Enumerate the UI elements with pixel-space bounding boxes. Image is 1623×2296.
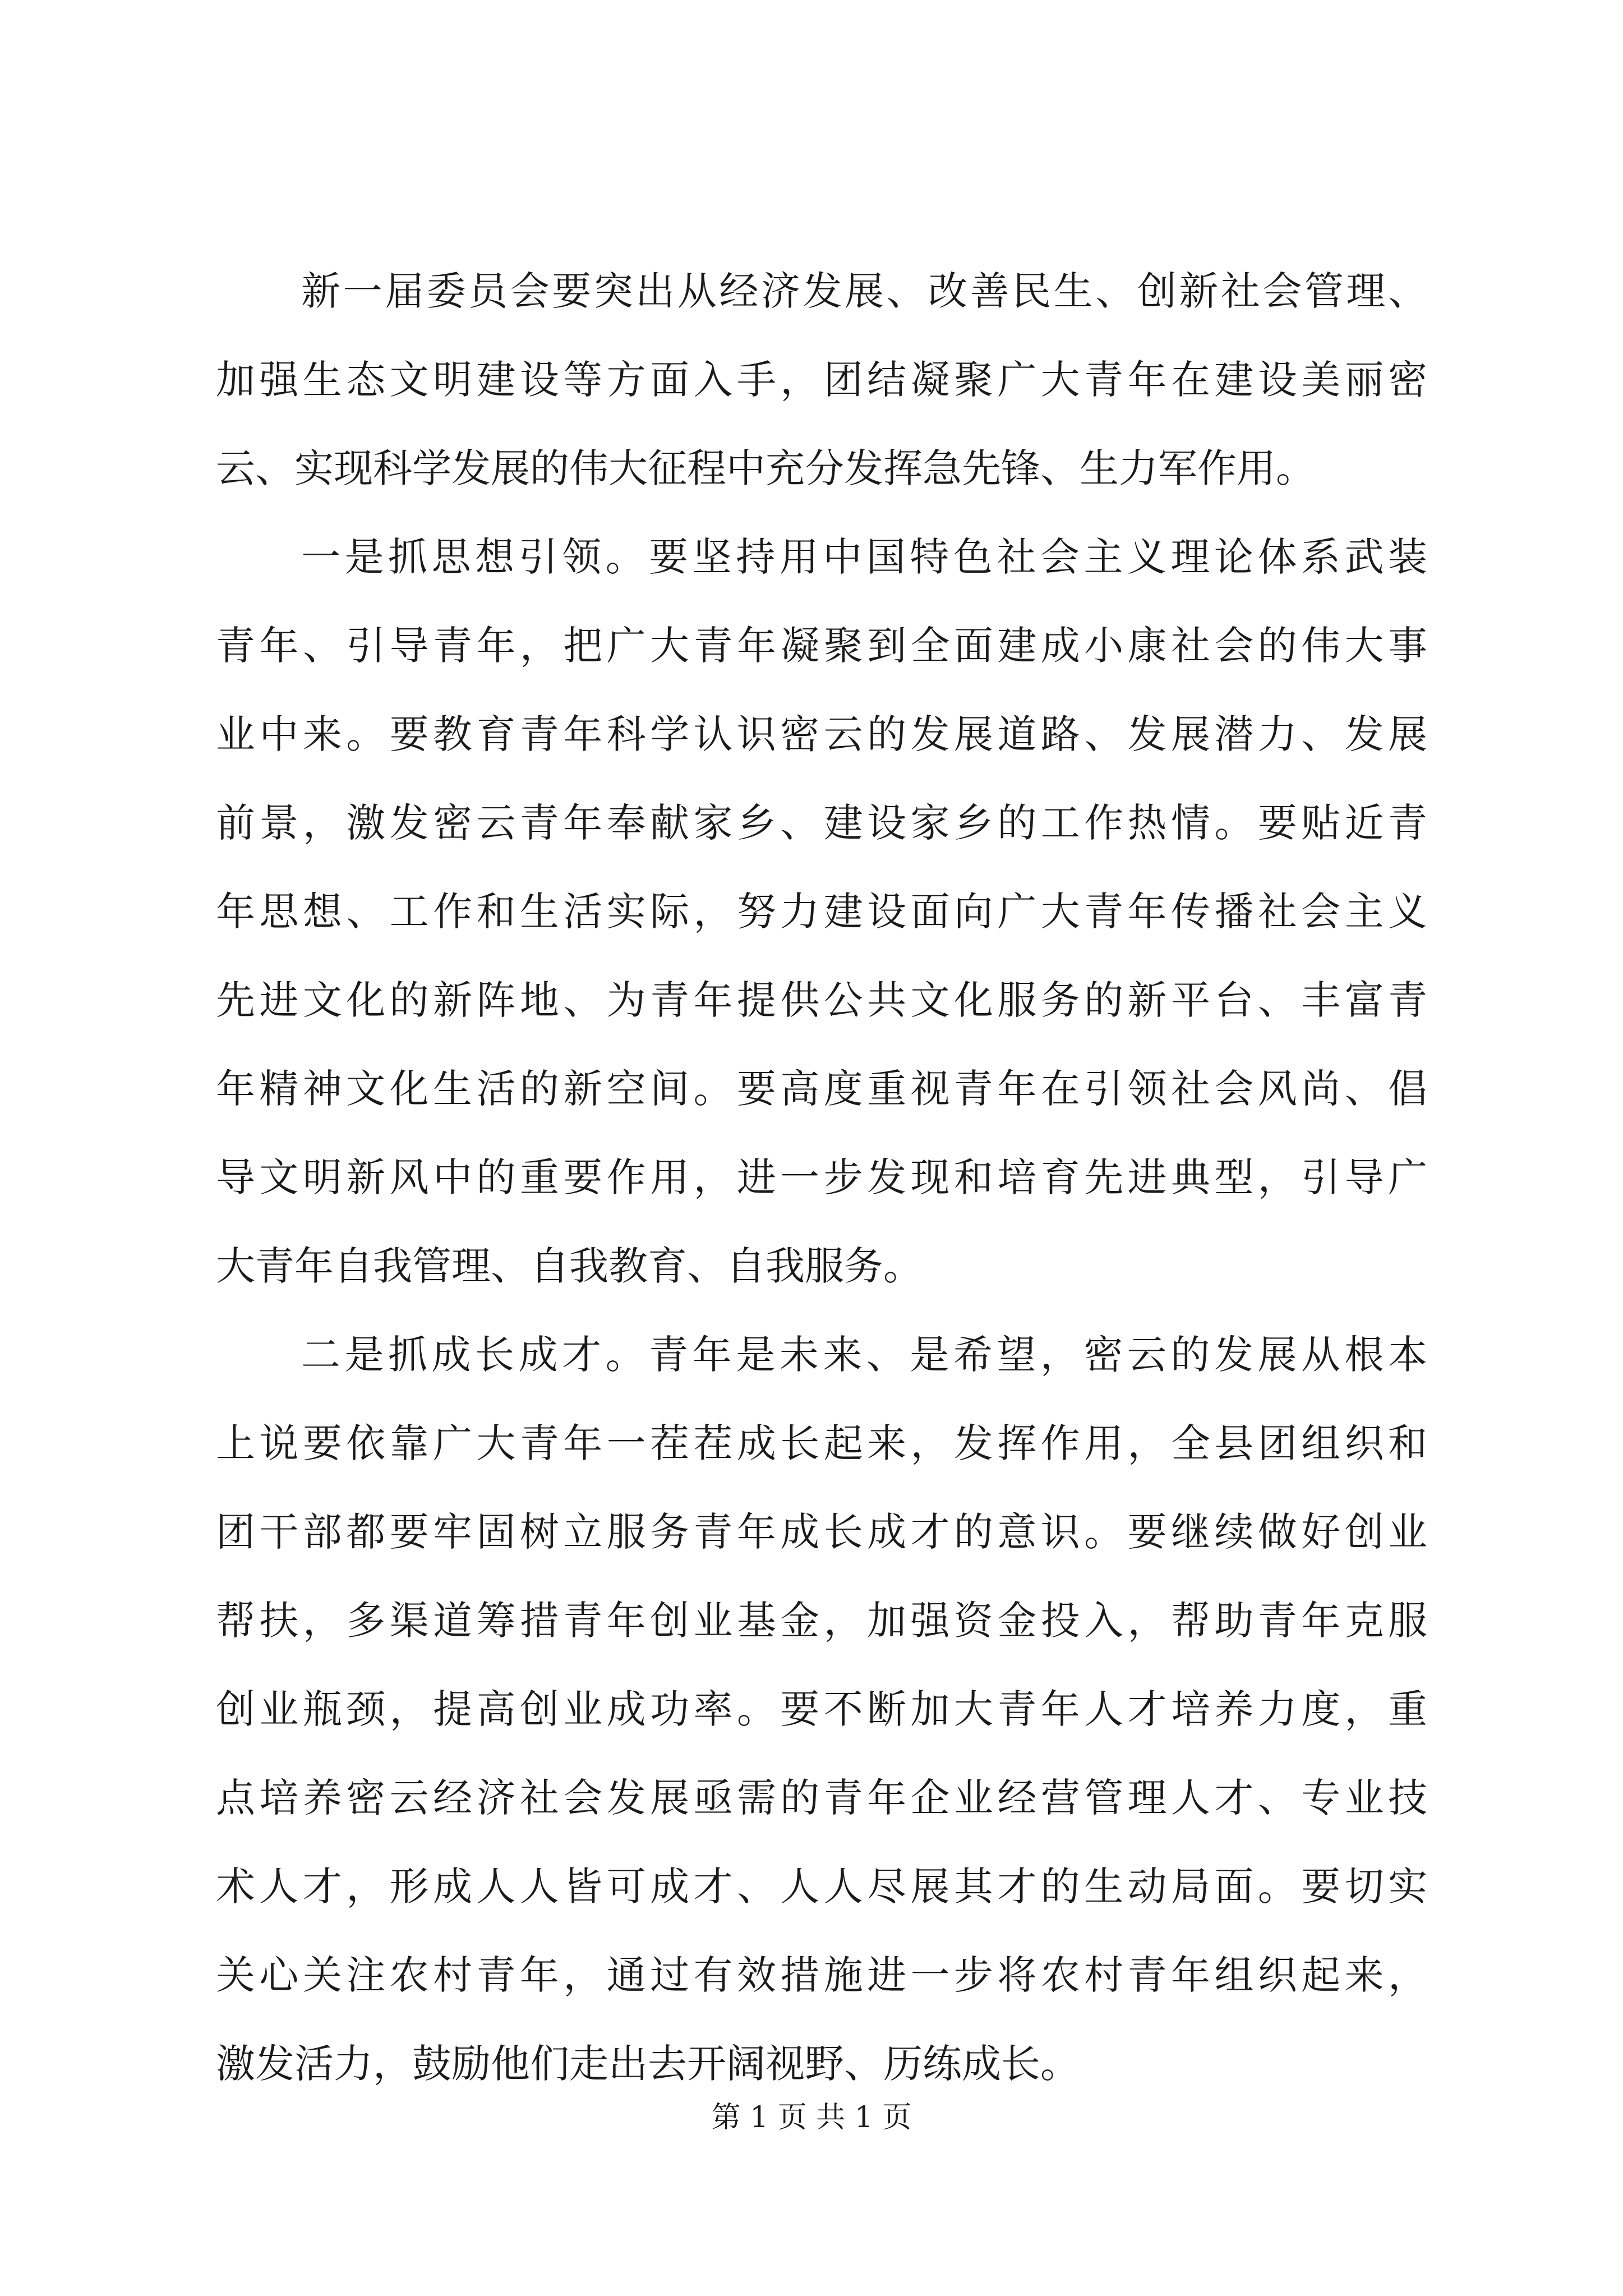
paragraph-line: 创业瓶颈，提高创业成功率。要不断加大青年人才培养力度，重 (216, 1686, 1427, 1732)
paragraph-line: 年精神文化生活的新空间。要高度重视青年在引领社会风尚、倡 (216, 1066, 1427, 1112)
paragraph-line: 点培养密云经济社会发展亟需的青年企业经营管理人才、专业技 (216, 1775, 1427, 1821)
paragraph-line: 大青年自我管理、自我教育、自我服务。 (216, 1243, 923, 1289)
paragraph-line: 关心关注农村青年，通过有效措施进一步将农村青年组织起来， (216, 1952, 1427, 1998)
paragraph-line: 前景，激发密云青年奉献家乡、建设家乡的工作热情。要贴近青 (216, 800, 1427, 846)
paragraph-line: 团干部都要牢固树立服务青年成长成才的意识。要继续做好创业 (216, 1509, 1427, 1555)
paragraph-line: 上说要依靠广大青年一茬茬成长起来，发挥作用，全县团组织和 (216, 1420, 1427, 1466)
paragraph-line: 帮扶，多渠道筹措青年创业基金，加强资金投入，帮助青年克服 (216, 1598, 1427, 1644)
body-text (216, 247, 1427, 2108)
paragraph-line: 二是抓成长成才。青年是未来、是希望，密云的发展从根本 (301, 1332, 1427, 1378)
paragraph-line: 年思想、工作和生活实际，努力建设面向广大青年传播社会主义 (216, 889, 1427, 935)
paragraph-line: 业中来。要教育青年科学认识密云的发展道路、发展潜力、发展 (216, 711, 1427, 757)
paragraph-line: 云、实现科学发展的伟大征程中充分发挥急先锋、生力军作用。 (216, 445, 1315, 491)
paragraph-line: 青年、引导青年，把广大青年凝聚到全面建成小康社会的伟大事 (216, 623, 1427, 669)
paragraph-line: 激发活力，鼓励他们走出去开阔视野、历练成长。 (216, 2041, 1080, 2087)
paragraph-line: 术人才，形成人人皆可成才、人人尽展其才的生动局面。要切实 (216, 1864, 1427, 1910)
page-footer: 第 1 页 共 1 页 (711, 2101, 912, 2134)
paragraph-line: 一是抓思想引领。要坚持用中国特色社会主义理论体系武装 (301, 534, 1427, 580)
paragraph-line: 新一届委员会要突出从经济发展、改善民生、创新社会管理、 (301, 268, 1427, 314)
paragraph-line: 加强生态文明建设等方面入手，团结凝聚广大青年在建设美丽密 (216, 357, 1427, 403)
paragraph-line: 导文明新风中的重要作用，进一步发现和培育先进典型，引导广 (216, 1154, 1427, 1200)
paragraph-line: 先进文化的新阵地、为青年提供公共文化服务的新平台、丰富青 (216, 977, 1427, 1023)
